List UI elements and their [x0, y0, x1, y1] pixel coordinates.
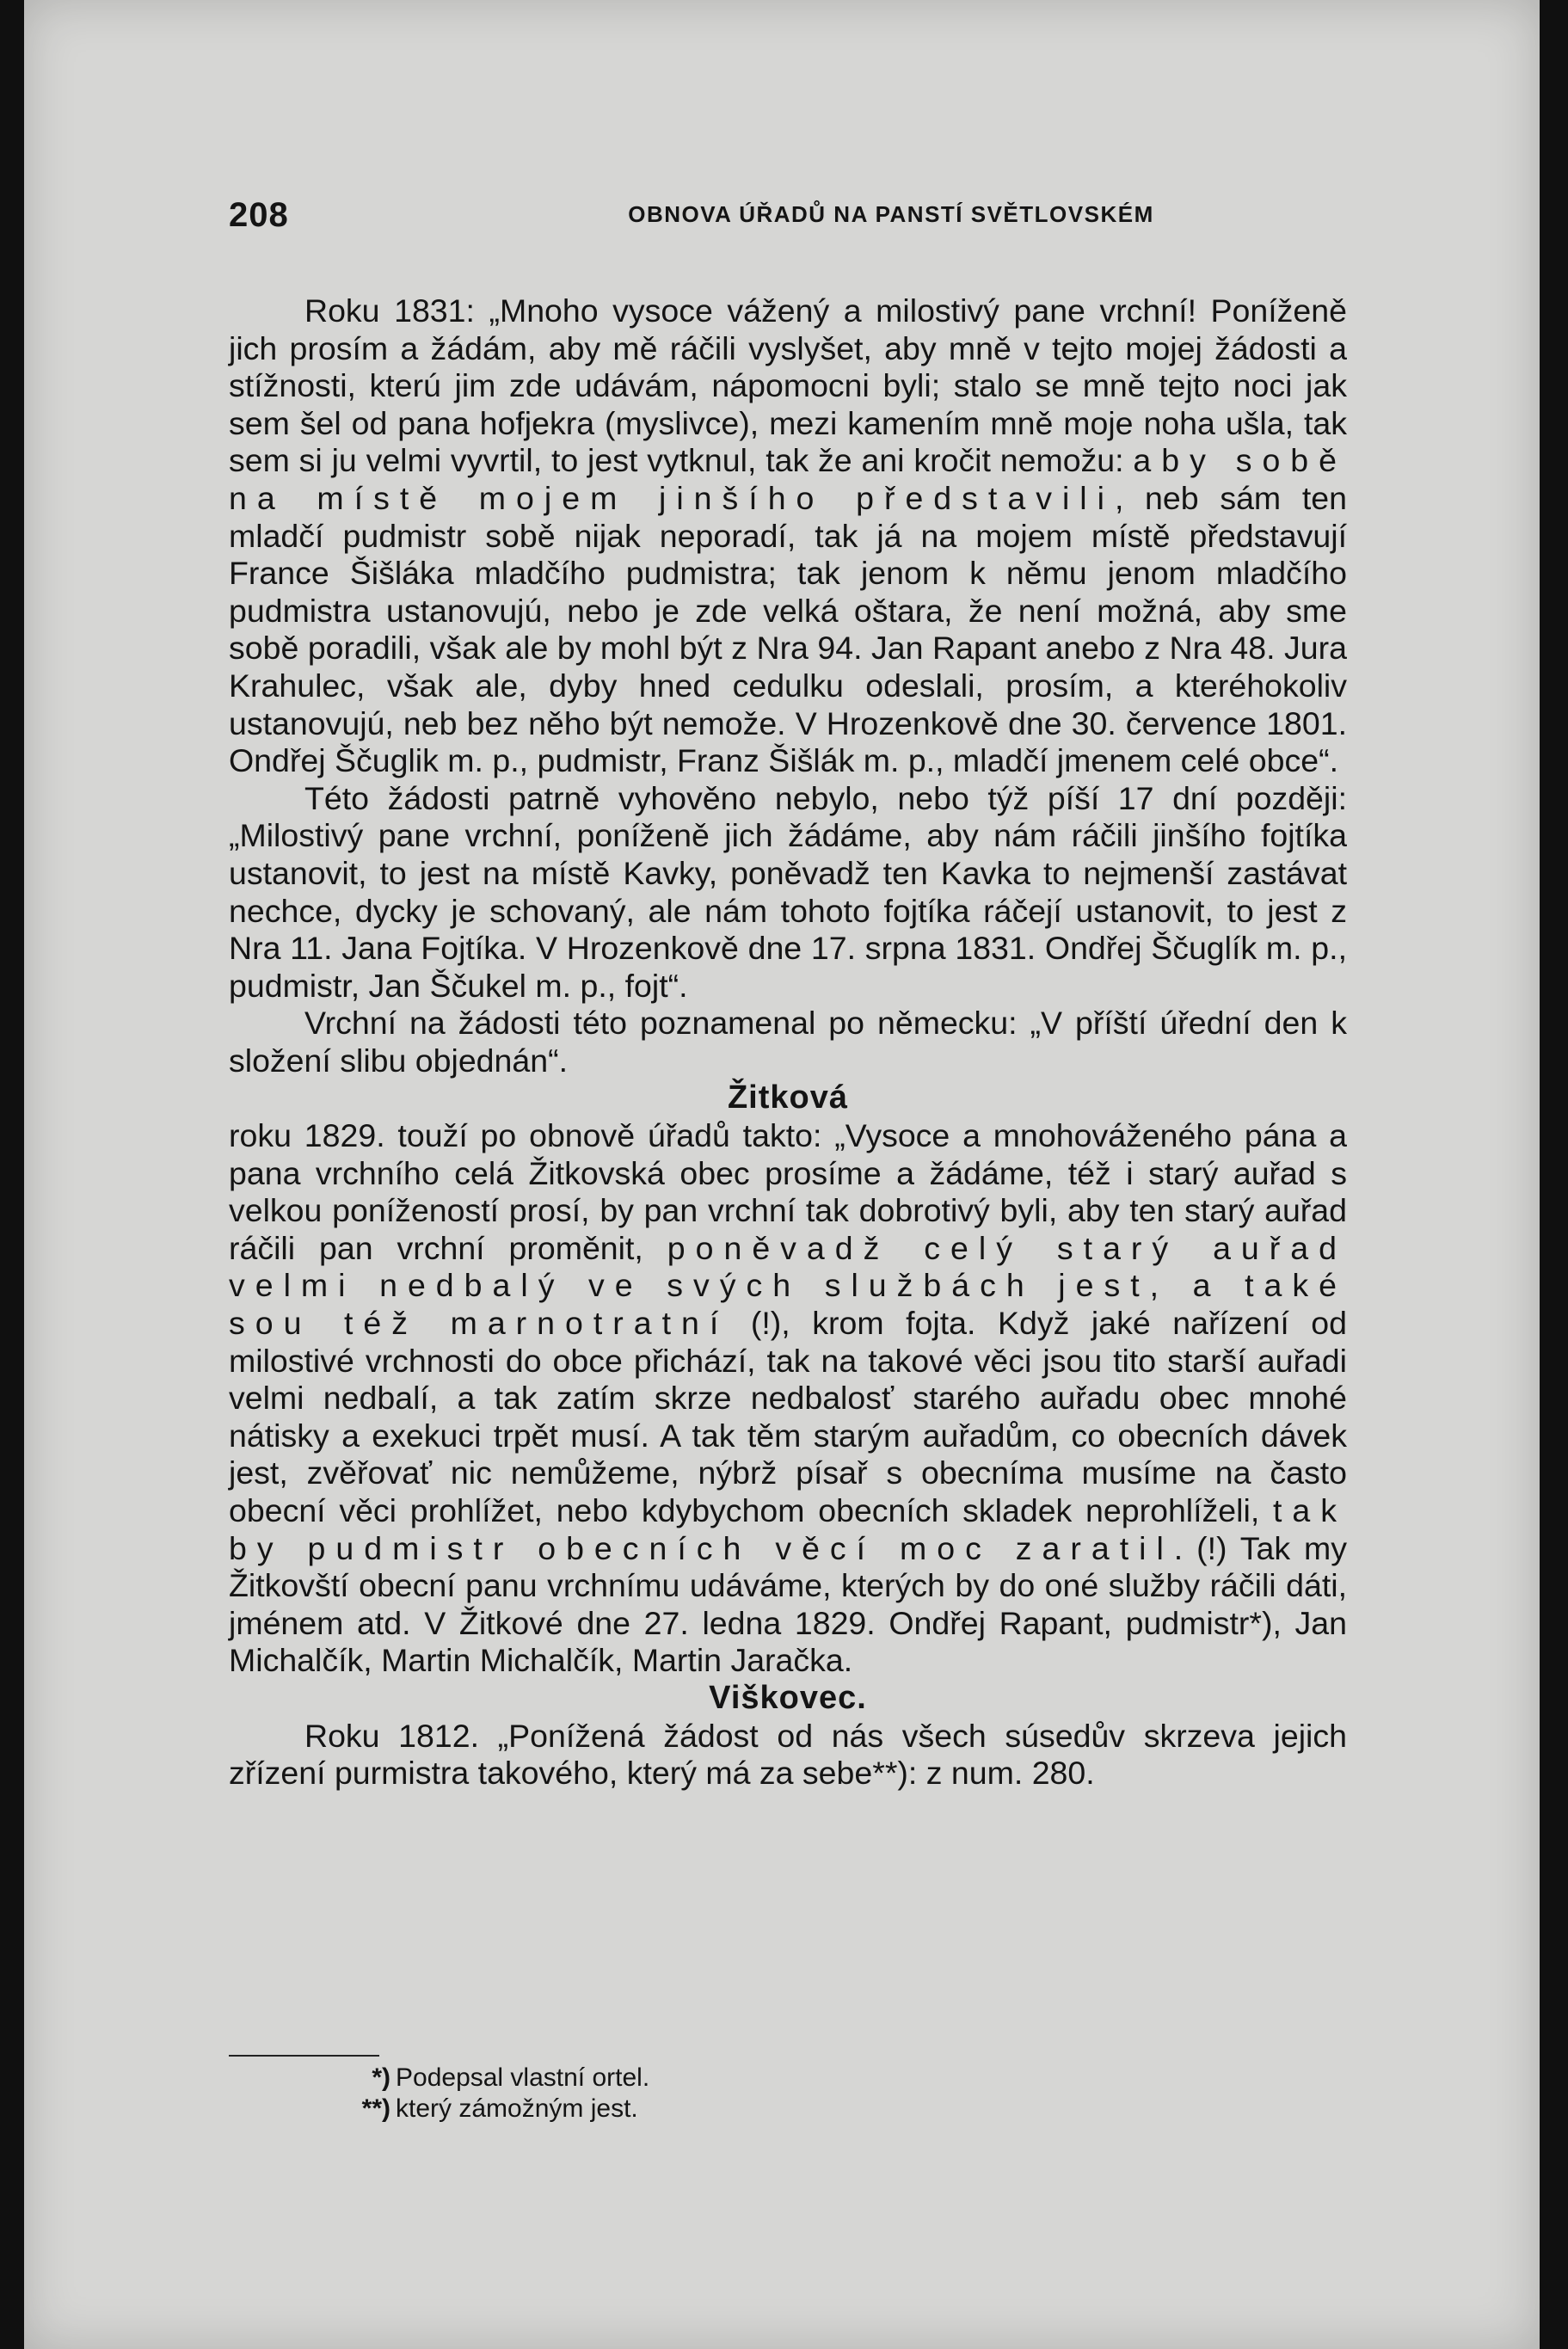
- text-run: roku 1829. touží po obnově úřadů takto: „Vysoce a mnohováženého pána a pana vrchního celá Žitkovská obec prosíme a žádáme, též i starý auřad s velkou ponížeností prosí, by pan vrchní tak dobrotivý byli, aby ten starý auřad ráčili pan vrchní proměnit,: [229, 1117, 1347, 1266]
- footnotes: [351, 2063, 1125, 2125]
- page-number: 208: [229, 196, 289, 234]
- book-page: [24, 0, 1540, 2349]
- footnote-marker: *): [372, 2063, 390, 2092]
- text-run: , neb sám ten mladčí pudmistr sobě nijak neporadí, tak já na mojem místě představují France Šišláka mladčího pudmistra; tak jenom k němu jenom mladčího pudmistra ustanovujú, nebo je zde velká oštara, že není možná, aby sme sobě poradili, však ale by mohl být z Nra 94. Jan Rapant anebo z Nra 48. Jura Krahulec, však ale, dyby hned cedulku odeslali, prosím, a kteréhokoliv ustanovujú, neb bez něho být nemože. V Hrozenkově dne 30. července 1801. Ondřej Ščuglik m. p., pudmistr, Franz Šišlák m. p., mladčí jmenem celé obce“.: [229, 479, 1347, 779]
- paragraph-zitkova-1829: [229, 1117, 1347, 1680]
- footnote-2: [351, 2094, 1125, 2125]
- footnote-divider: [229, 2055, 379, 2057]
- running-title: OBNOVA ÚŘADŮ NA PANSTÍ SVĚTLOVSKÉM: [628, 201, 1154, 227]
- footnote-text: Podepsal vlastní ortel.: [396, 2063, 650, 2092]
- footnote-text: který zámožným jest.: [396, 2094, 638, 2123]
- text-run: . (!) Tak my Žitkovští obecní panu vrchnímu udáváme, kterých by do oné služby ráčili dáti, jménem atd. V Žitkové dne 27. ledna 1829. Ondřej Rapant, pudmistr*), Jan Michalčík, Martin Michalčík, Martin Jaračka.: [229, 1529, 1347, 1679]
- paragraph-vrchni-note: Vrchní na žádosti této poznamenal po německu: „V příští úřední den k složení slibu objednán“.: [229, 1005, 1347, 1079]
- paragraph-viskovec-1812: Roku 1812. „Ponížená žádost od nás všech súsedův skrzeva jejich zřízení purmistra takového, který má za sebe**): z num. 280.: [229, 1717, 1347, 1792]
- section-heading-zitkova: Žitková: [727, 1079, 849, 1116]
- page-header: [229, 196, 1347, 239]
- footnote-1: [351, 2063, 1125, 2094]
- spaced-emphasis: aby sobě na místě mojem jinšího představili: [229, 442, 1348, 516]
- section-heading-viskovec: Viškovec.: [709, 1679, 867, 1716]
- footnote-marker: **): [361, 2094, 390, 2123]
- body-text: [229, 292, 1347, 1792]
- text-run: (!), krom fojta. Když jaké nařízení od milostivé vrchnosti do obce přichází, tak na takové věci jsou tito starší auřadi velmi nedbalí, a tak zatím skrze nedbalosť starého auřadu obec mnohé nátisky a exekuci trpět musí. A tak těm starým auřadům, co obecních dávek jest, zvěřovať nic nemůžeme, nýbrž písař s obecníma musíme na často obecní věci prohlížet, nebo kdybychom obecních skladek neprohlíželi,: [229, 1305, 1347, 1528]
- paragraph-hrozenkov-1831-second: Této žádosti patrně vyhověno nebylo, nebo týž píší 17 dní později: „Milostivý pane vrchní, poníženě jich žádáme, aby nám ráčili jinšího fojtíka ustanovit, to jest na místě Kavky, poněvadž ten Kavka to nejmenší zastávat nechce, dycky je schovaný, ale nám tohoto fojtíka ráčejí ustanovit, to jest z Nra 11. Jana Fojtíka. V Hrozenkově dne 17. srpna 1831. Ondřej Ščuglík m. p., pudmistr, Jan Ščukel m. p., fojt“.: [229, 779, 1347, 1004]
- spaced-emphasis: poněvadž celý starý auřad velmi nedbalý ve svých službách jest, a také sou též marnotratní: [229, 1229, 1347, 1342]
- paragraph-hrozenkov-1831-first: [229, 292, 1347, 780]
- spaced-emphasis: tak by pudmistr obecních věcí moc zaratil: [229, 1492, 1347, 1566]
- text-run: Roku 1831: „Mnoho vysoce vážený a milostivý pane vrchní! Poníženě jich prosím a žádám, aby mě ráčili vyslyšet, aby mně v tejto mojej žádosti a stížnosti, kterú jim zde udávám, nápomocni byli; stalo se mně tejto noci jak sem šel od pana hofjekra (myslivce), mezi kamením mně moje noha ušla, tak sem si ju velmi vyvrtil, to jest vytknul, tak že ani kročit nemožu:: [229, 292, 1347, 479]
